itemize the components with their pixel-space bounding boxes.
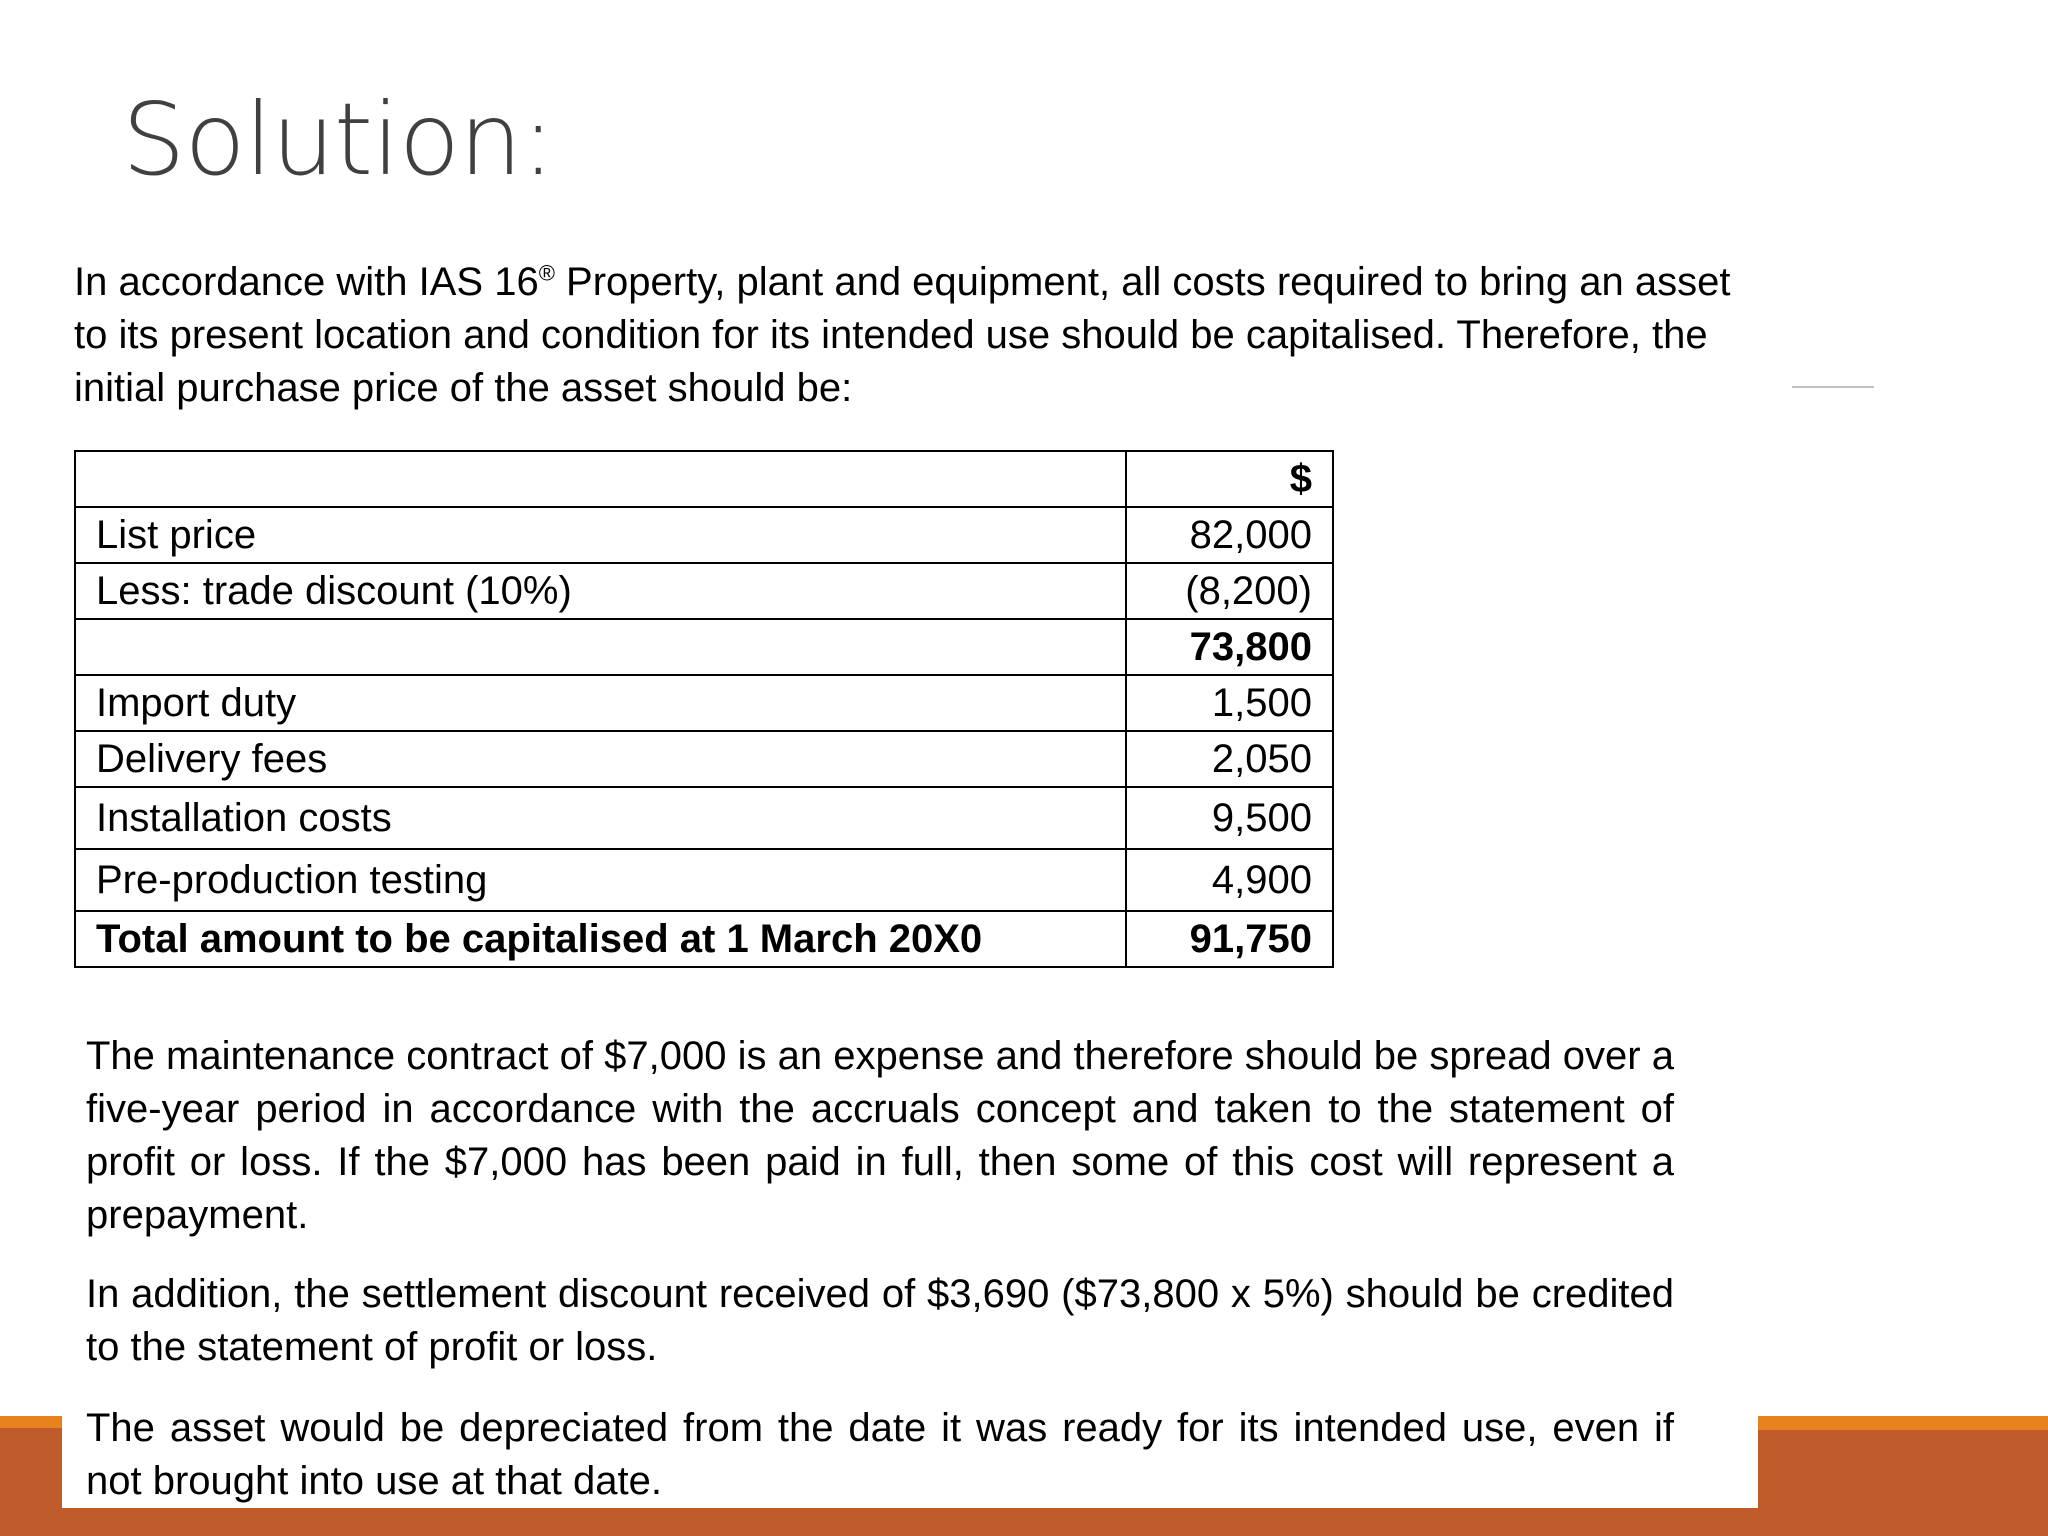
row-label: Less: trade discount (10%) [75, 563, 1126, 619]
depreciation-paragraph: The asset would be depreciated from the date it was ready for its intended use, even if not brought into use at that date. [86, 1406, 1674, 1503]
row-amount: 73,800 [1126, 619, 1333, 675]
slide-title: Solution: [122, 81, 555, 198]
intro-text-end: Property, plant and equipment, all costs required to bring an asset to its present location and condition for its intended use should be capitalised. Therefore, the initial purchase price of the asset should be: [74, 260, 1731, 410]
table-row-total [75, 911, 1333, 967]
intro-text-start: In accordance with IAS 16 [74, 260, 539, 304]
row-label: Import duty [75, 675, 1126, 731]
registered-mark: ® [538, 260, 555, 286]
maintenance-paragraph: The maintenance contract of $7,000 is an expense and therefore should be spread over a five-year period in accordance with the accruals concept and taken to the statement of profit or loss. If the $7,000 has been paid in full, then some of this cost will represent a prepayment. [86, 1034, 1674, 1237]
row-amount: 1,500 [1126, 675, 1333, 731]
row-label: List price [75, 507, 1126, 563]
table-row-subtotal [75, 619, 1333, 675]
table-row [75, 849, 1333, 911]
row-label: Total amount to be capitalised at 1 March 20X0 [75, 911, 1126, 967]
table-row [75, 731, 1333, 787]
table-row [75, 563, 1333, 619]
table-row [75, 787, 1333, 849]
table-header-row [75, 451, 1333, 507]
cost-table [74, 450, 1334, 968]
row-amount: 82,000 [1126, 507, 1333, 563]
footer-band-bottom [0, 1508, 2048, 1536]
table-row [75, 507, 1333, 563]
row-amount: 9,500 [1126, 787, 1333, 849]
row-label: Pre-production testing [75, 849, 1126, 911]
settlement-discount-paragraph: In addition, the settlement discount received of $3,690 ($73,800 x 5%) should be credited to the statement of profit or loss. [86, 1272, 1674, 1369]
row-label: Delivery fees [75, 731, 1126, 787]
row-amount: 4,900 [1126, 849, 1333, 911]
decorative-line [1792, 386, 1874, 388]
table-row [75, 675, 1333, 731]
intro-paragraph [74, 256, 1734, 415]
currency-header: $ [1126, 451, 1333, 507]
header-label-cell [75, 451, 1126, 507]
row-amount: 2,050 [1126, 731, 1333, 787]
row-label: Installation costs [75, 787, 1126, 849]
row-label [75, 619, 1126, 675]
row-amount: 91,750 [1126, 911, 1333, 967]
row-amount: (8,200) [1126, 563, 1333, 619]
